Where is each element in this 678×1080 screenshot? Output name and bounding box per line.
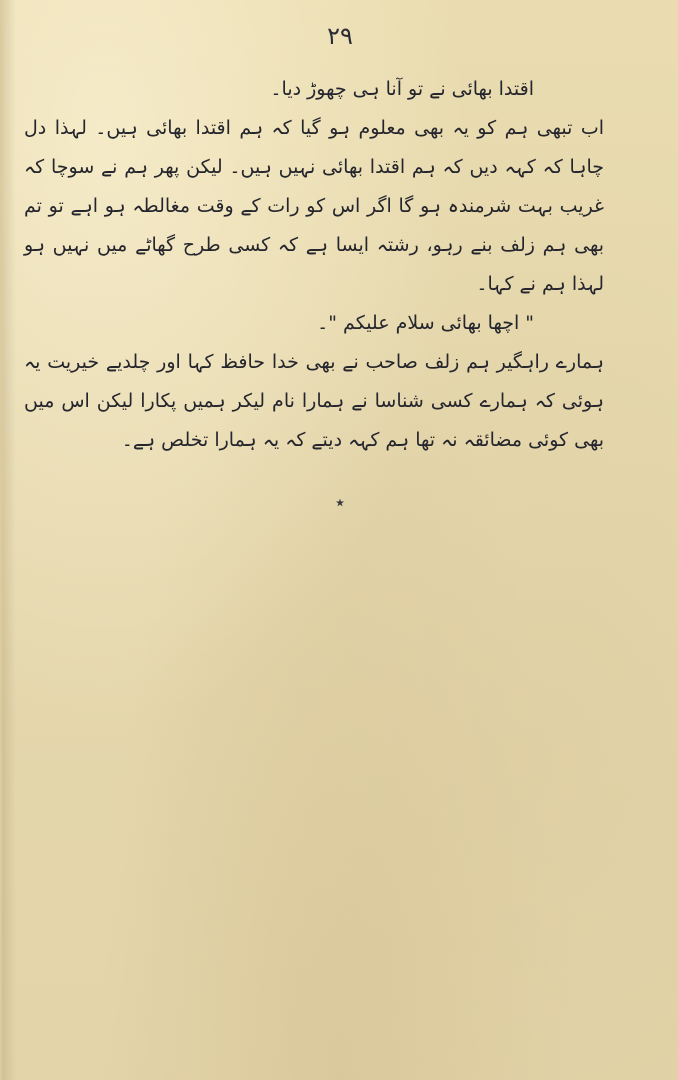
- paragraph-2: اب تبھی ہم کو یہ بھی معلوم ہو گیا کہ ہم اقتدا بھائی ہیں۔ لہذا دل چاہا کہ کہہ دیں کہ ہم اقتدا بھائی نہیں ہیں۔ لیکن پھر ہم نے سوچا کہ غریب بہت شرمندہ ہو گا اگر اس کو رات کے وقت مغالطہ ہو اہے تو تم بھی ہم زلف بنے رہو، رشتہ ایسا ہے کہ کسی طرح گھاٹے میں نہیں ہو لہذا ہم نے کہا۔: [24, 117, 604, 295]
- page-edge-shadow: [2, 0, 16, 1080]
- paragraph-3-greeting: " اچھا بھائی سلام علیکم "۔: [317, 312, 534, 334]
- section-end-mark: ٭: [335, 492, 345, 513]
- page-body-text: [24, 70, 644, 460]
- paragraph-1: اقتدا بھائی نے تو آنا ہی چھوڑ دیا۔: [270, 78, 534, 100]
- page-number: ۲۹: [327, 22, 353, 50]
- paragraph-4: ہمارے راہگیر ہم زلف صاحب نے بھی خدا حافظ کہا اور چلدیے خیریت یہ ہوئی کہ ہمارے کسی شناسا نے ہمارا نام لیکر ہمیں پکارا لیکن اس میں بھی کوئی مضائقہ نہ تھا ہم کہہ دیتے کہ یہ ہمارا تخلص ہے۔: [24, 351, 604, 451]
